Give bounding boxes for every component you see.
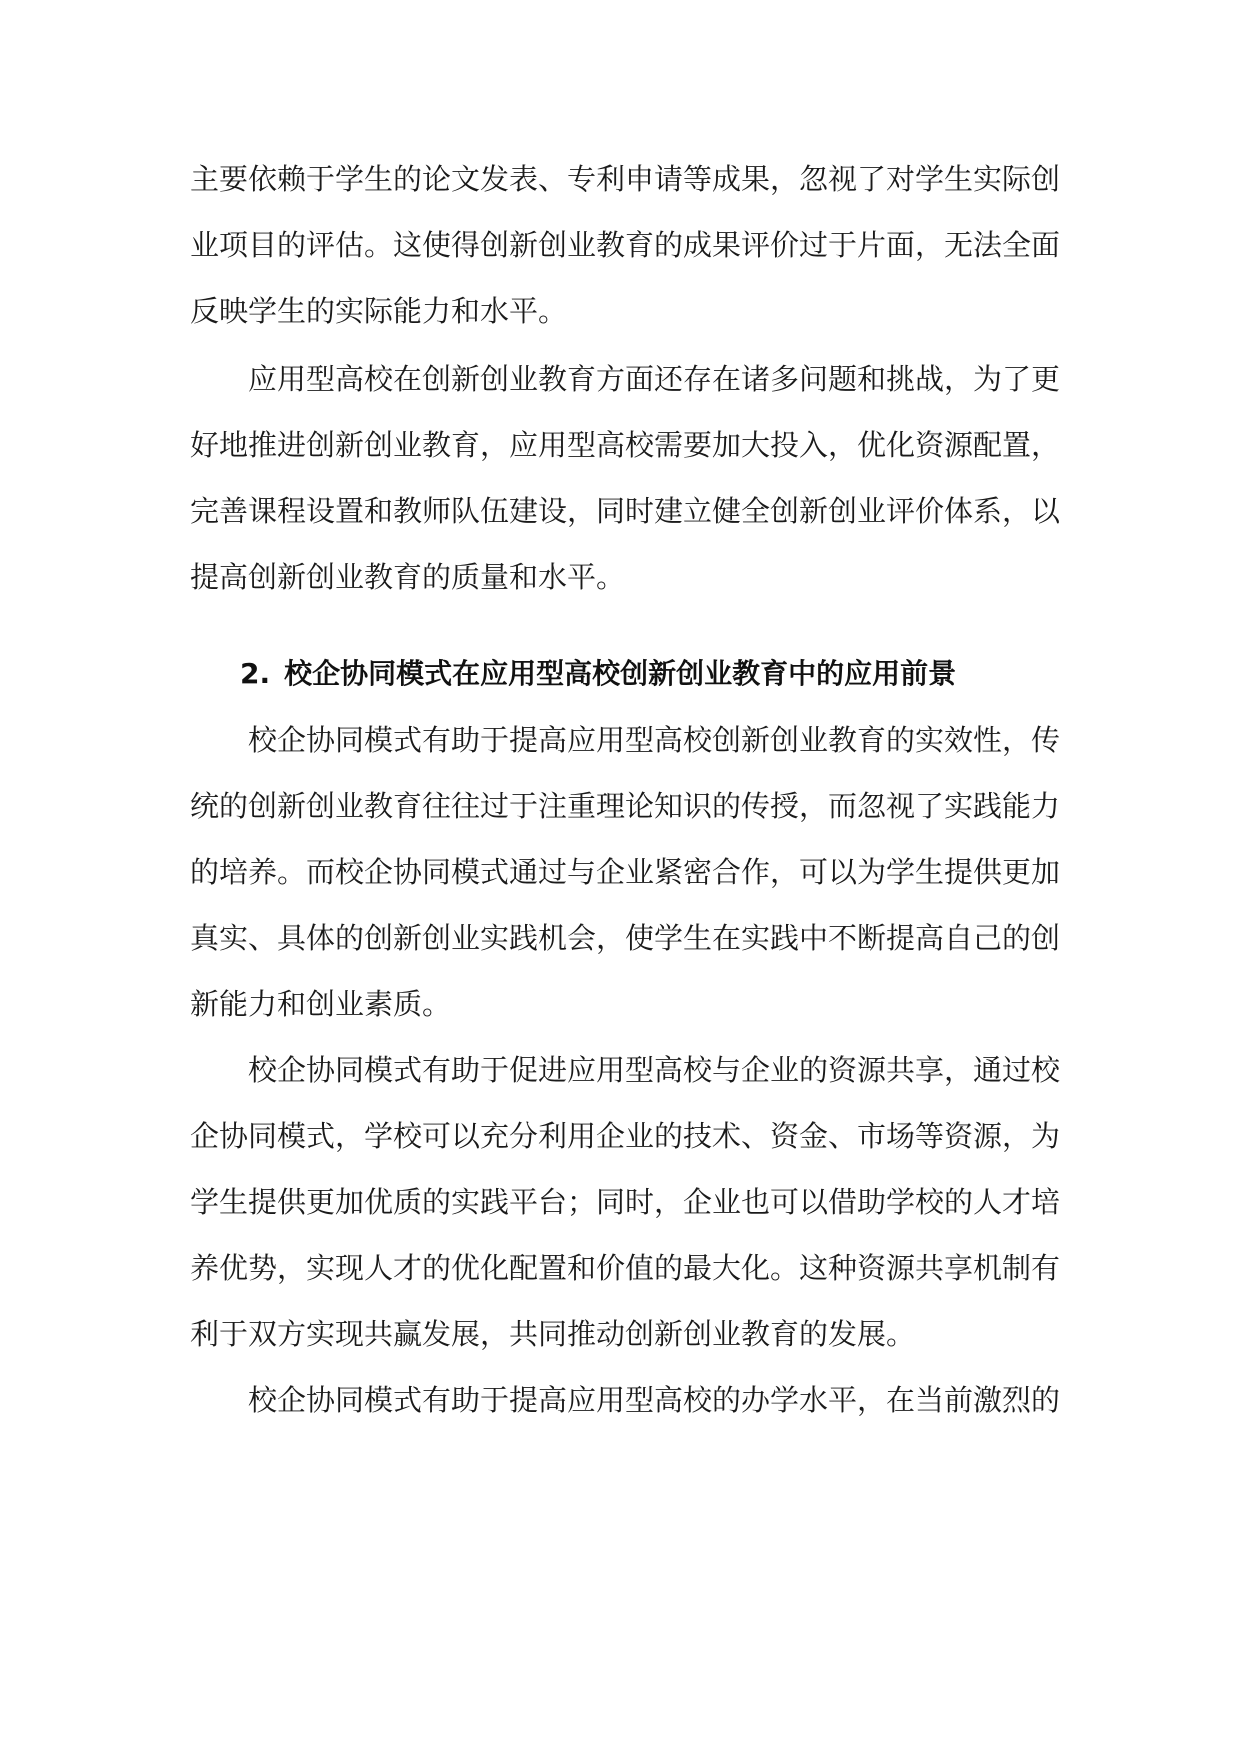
- document-body: [190, 146, 1060, 1433]
- paragraph-continued: 主要依赖于学生的论文发表、专利申请等成果，忽视了对学生实际创业项目的评估。这使得创新创业教育的成果评价过于片面，无法全面反映学生的实际能力和水平。: [190, 162, 1061, 328]
- paragraph: 校企协同模式有助于提高应用型高校的办学水平，在当前激烈的: [248, 1383, 1061, 1417]
- section-number: 2.: [240, 657, 271, 690]
- paragraph: 校企协同模式有助于提高应用型高校创新创业教育的实效性，传统的创新创业教育往往过于注重理论知识的传授，而忽视了实践能力的培养。而校企协同模式通过与企业紧密合作，可以为学生提供更加真实、具体的创新创业实践机会，使学生在实践中不断提高自己的创新能力和创业素质。: [190, 723, 1061, 1021]
- paragraph: 应用型高校在创新创业教育方面还存在诸多问题和挑战，为了更好地推进创新创业教育，应用型高校需要加大投入，优化资源配置，完善课程设置和教师队伍建设，同时建立健全创新创业评价体系，以提高创新创业教育的质量和水平。: [190, 362, 1061, 594]
- section-heading: [190, 641, 1060, 707]
- paragraph: 校企协同模式有助于促进应用型高校与企业的资源共享，通过校企协同模式，学校可以充分利用企业的技术、资金、市场等资源，为学生提供更加优质的实践平台；同时，企业也可以借助学校的人才培养优势，实现人才的优化配置和价值的最大化。这种资源共享机制有利于双方实现共赢发展，共同推动创新创业教育的发展。: [190, 1053, 1061, 1351]
- section-title: 校企协同模式在应用型高校创新创业教育中的应用前景: [284, 657, 957, 690]
